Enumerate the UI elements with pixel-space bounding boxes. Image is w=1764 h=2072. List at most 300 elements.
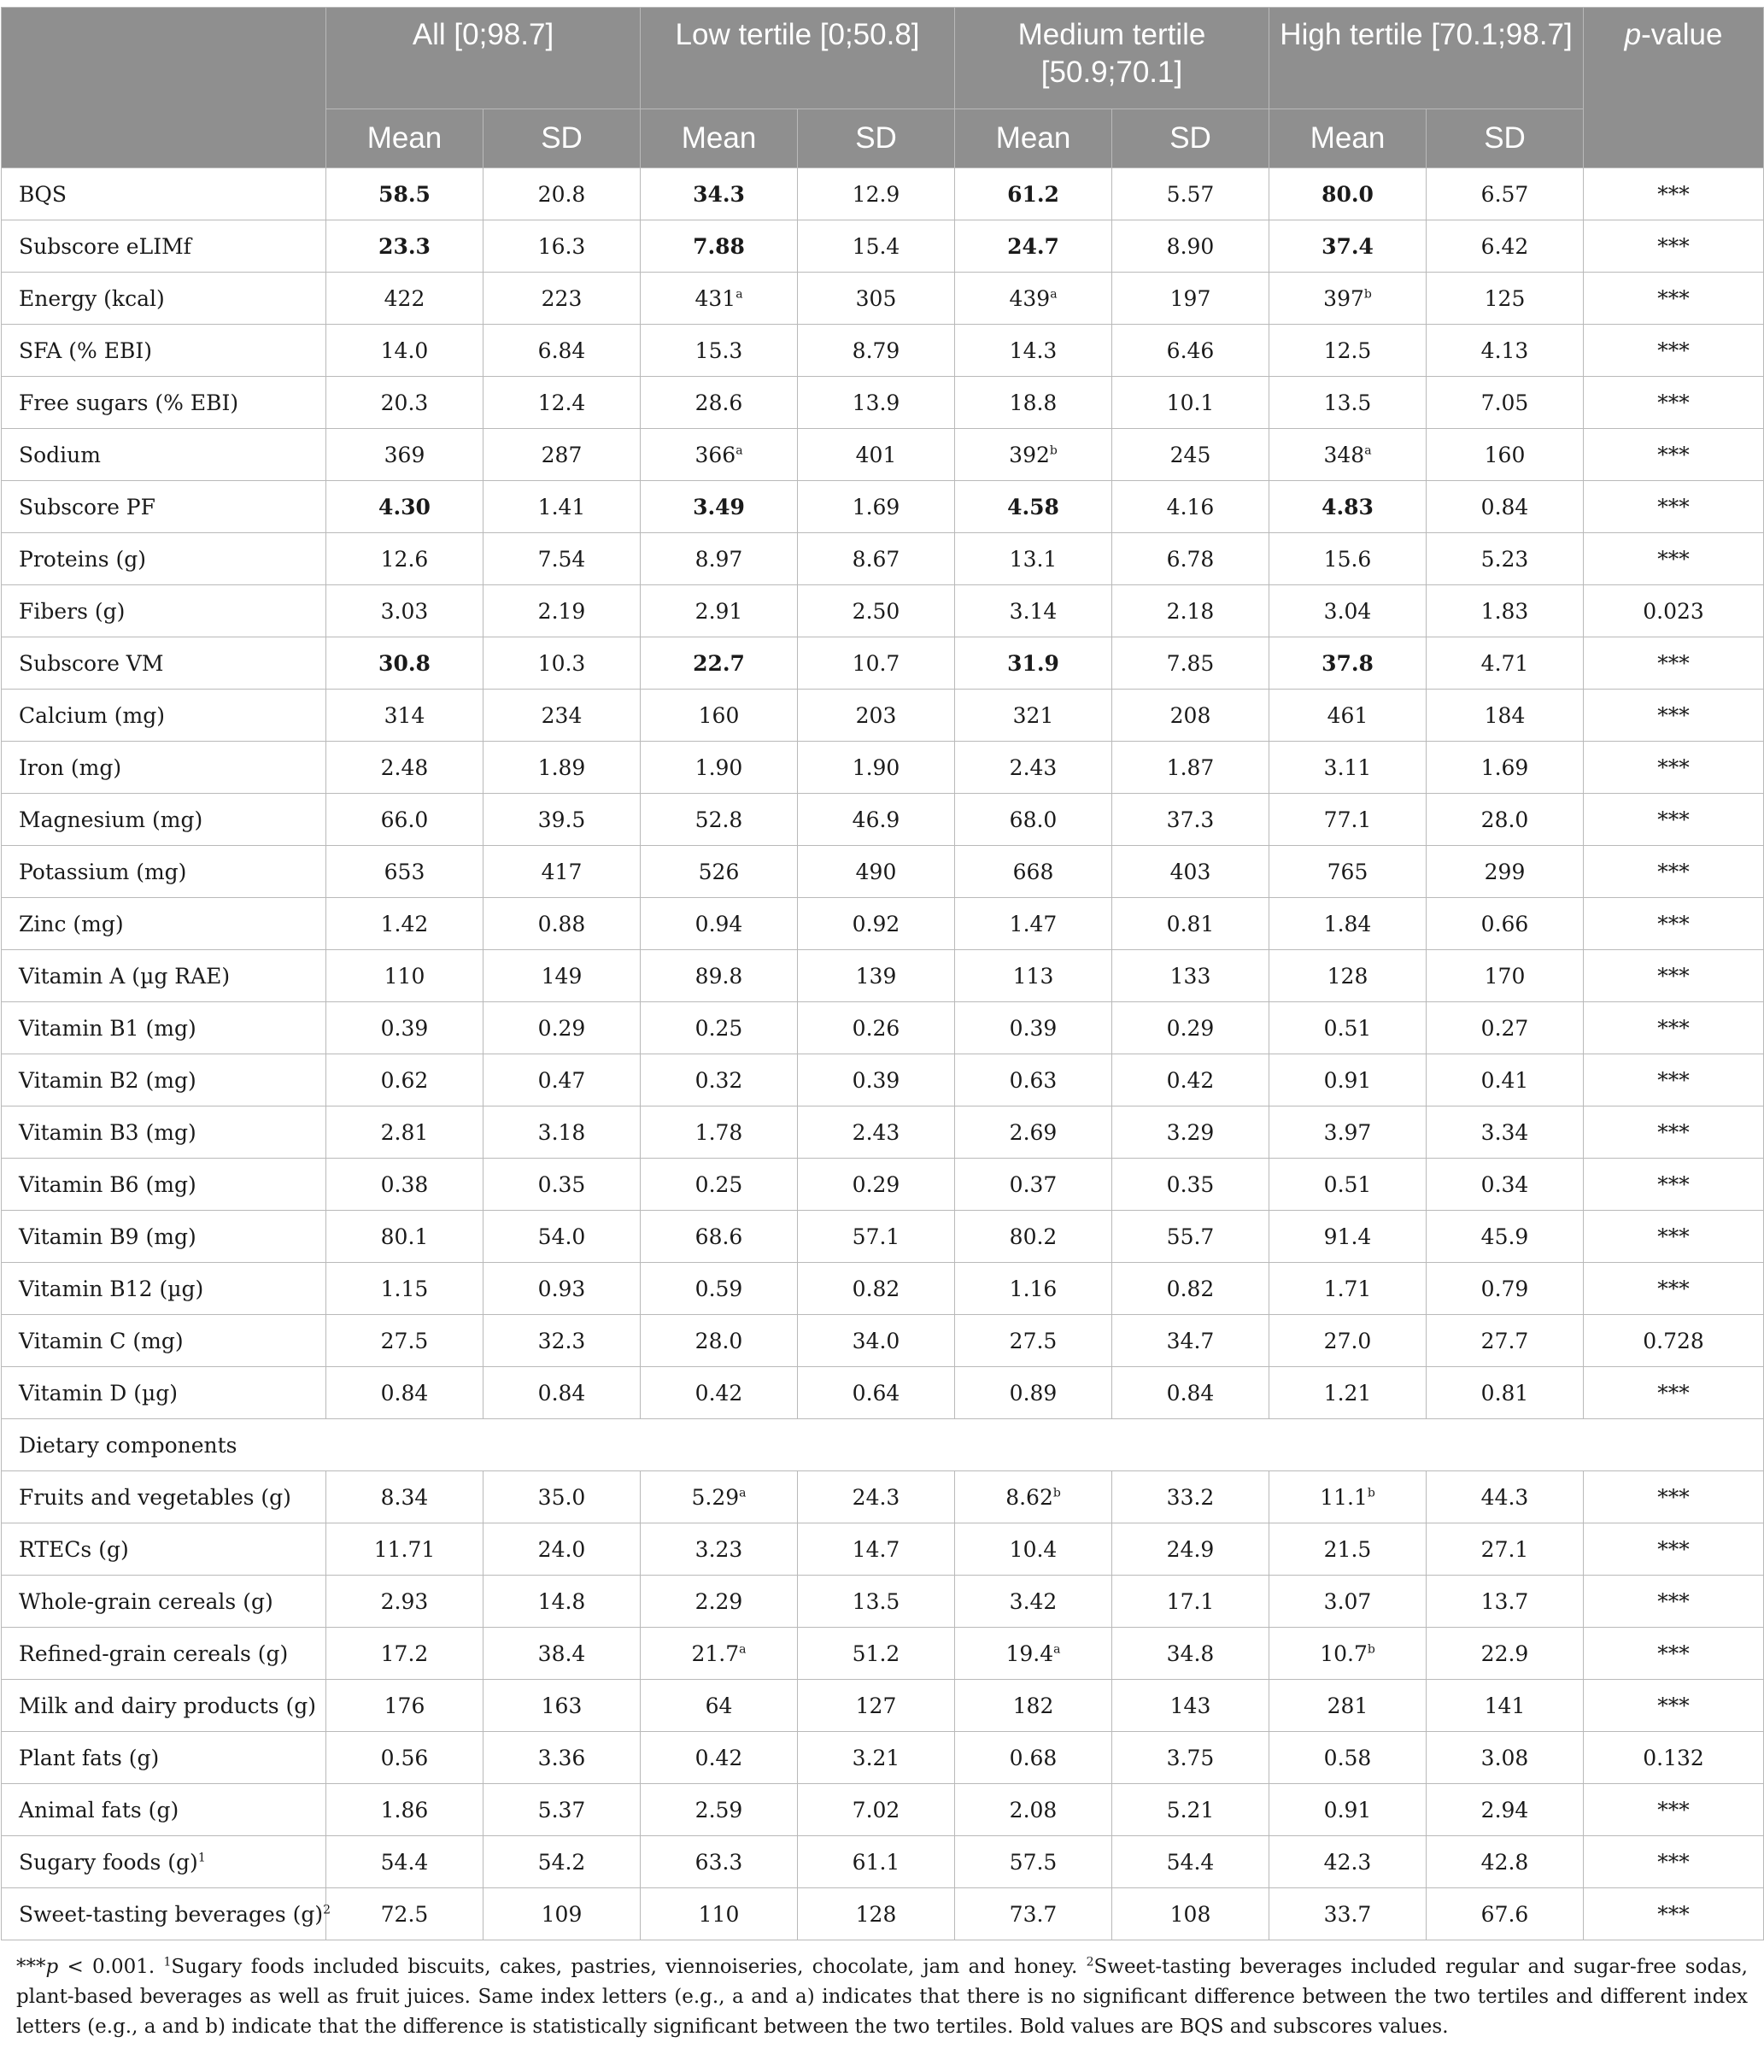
sd-cell: 133: [1112, 950, 1269, 1002]
sd-cell: 34.7: [1112, 1315, 1269, 1367]
sd-cell: 32.3: [483, 1315, 641, 1367]
sd-cell: 28.0: [1427, 794, 1584, 846]
mean-cell: 281: [1269, 1680, 1427, 1732]
sd-cell: 1.89: [483, 742, 641, 794]
row-label: Refined-grain cereals (g): [2, 1628, 326, 1680]
table-row: [2, 273, 1764, 325]
mean-cell: 28.0: [641, 1315, 798, 1367]
mean-cell: 52.8: [641, 794, 798, 846]
row-label: Energy (kcal): [2, 273, 326, 325]
sd-cell: 24.0: [483, 1523, 641, 1576]
sd-cell: 149: [483, 950, 641, 1002]
sd-cell: 1.69: [798, 481, 955, 533]
mean-cell: 27.5: [326, 1315, 483, 1367]
sd-cell: 7.05: [1427, 377, 1584, 429]
table-row: [2, 1367, 1764, 1419]
mean-cell: 3.49: [641, 481, 798, 533]
mean-cell: 63.3: [641, 1836, 798, 1888]
sd-cell: 12.9: [798, 168, 955, 220]
mean-cell: 21.5: [1269, 1523, 1427, 1576]
mean-cell: 3.04: [1269, 585, 1427, 637]
sd-cell: 24.3: [798, 1471, 955, 1523]
table-row: [2, 585, 1764, 637]
pvalue-cell: ***: [1584, 1784, 1764, 1836]
sd-cell: 34.0: [798, 1315, 955, 1367]
mean-cell: 5.29$^a$: [641, 1471, 798, 1523]
row-label: Animal fats (g): [2, 1784, 326, 1836]
row-label: Vitamin B9 (mg): [2, 1211, 326, 1263]
sd-cell: 54.0: [483, 1211, 641, 1263]
mean-cell: 54.4: [326, 1836, 483, 1888]
sd-cell: 67.6: [1427, 1888, 1584, 1940]
header-mean: Mean: [1269, 109, 1427, 168]
table-row: [2, 1836, 1764, 1888]
sd-cell: 1.87: [1112, 742, 1269, 794]
pvalue-cell: ***: [1584, 1002, 1764, 1054]
sd-cell: 0.34: [1427, 1159, 1584, 1211]
mean-cell: 80.2: [955, 1211, 1112, 1263]
sd-cell: 14.8: [483, 1576, 641, 1628]
sd-cell: 0.29: [1112, 1002, 1269, 1054]
mean-cell: 176: [326, 1680, 483, 1732]
mean-cell: 4.83: [1269, 481, 1427, 533]
pvalue-cell: ***: [1584, 481, 1764, 533]
mean-cell: 66.0: [326, 794, 483, 846]
row-label: Free sugars (% EBI): [2, 377, 326, 429]
row-label: Potassium (mg): [2, 846, 326, 898]
mean-cell: 3.42: [955, 1576, 1112, 1628]
sd-cell: 0.29: [483, 1002, 641, 1054]
sd-cell: 5.37: [483, 1784, 641, 1836]
table-row: [2, 1471, 1764, 1523]
sd-cell: 0.26: [798, 1002, 955, 1054]
mean-cell: 2.91: [641, 585, 798, 637]
sd-cell: 0.93: [483, 1263, 641, 1315]
sd-cell: 5.21: [1112, 1784, 1269, 1836]
sd-cell: 24.9: [1112, 1523, 1269, 1576]
row-label: Vitamin B6 (mg): [2, 1159, 326, 1211]
sd-cell: 3.36: [483, 1732, 641, 1784]
mean-cell: 0.39: [326, 1002, 483, 1054]
mean-cell: 0.89: [955, 1367, 1112, 1419]
sd-cell: 2.19: [483, 585, 641, 637]
sd-cell: 13.5: [798, 1576, 955, 1628]
table-row: [2, 168, 1764, 220]
sd-cell: 234: [483, 690, 641, 742]
sd-cell: 128: [798, 1888, 955, 1940]
pvalue-cell: ***: [1584, 1263, 1764, 1315]
row-label: Proteins (g): [2, 533, 326, 585]
pvalue-cell: ***: [1584, 533, 1764, 585]
sd-cell: 0.64: [798, 1367, 955, 1419]
sd-cell: 4.71: [1427, 637, 1584, 690]
pvalue-cell: ***: [1584, 273, 1764, 325]
mean-cell: 0.58: [1269, 1732, 1427, 1784]
sd-cell: 34.8: [1112, 1628, 1269, 1680]
mean-cell: 314: [326, 690, 483, 742]
sd-cell: 0.47: [483, 1054, 641, 1106]
sd-cell: 0.35: [483, 1159, 641, 1211]
mean-cell: 1.71: [1269, 1263, 1427, 1315]
pvalue-cell: 0.132: [1584, 1732, 1764, 1784]
sd-cell: 37.3: [1112, 794, 1269, 846]
mean-cell: 0.68: [955, 1732, 1112, 1784]
mean-cell: 13.1: [955, 533, 1112, 585]
sd-cell: 203: [798, 690, 955, 742]
mean-cell: 113: [955, 950, 1112, 1002]
mean-cell: 23.3: [326, 220, 483, 273]
row-label: Vitamin A (µg RAE): [2, 950, 326, 1002]
mean-cell: 0.91: [1269, 1054, 1427, 1106]
sd-cell: 0.81: [1112, 898, 1269, 950]
mean-cell: 1.90: [641, 742, 798, 794]
mean-cell: 24.7: [955, 220, 1112, 273]
table-row: [2, 1628, 1764, 1680]
table-row: [2, 846, 1764, 898]
sd-cell: 57.1: [798, 1211, 955, 1263]
mean-cell: 1.16: [955, 1263, 1112, 1315]
mean-cell: 366$^a$: [641, 429, 798, 481]
sd-cell: 17.1: [1112, 1576, 1269, 1628]
sd-cell: 44.3: [1427, 1471, 1584, 1523]
sd-cell: 8.67: [798, 533, 955, 585]
mean-cell: 0.37: [955, 1159, 1112, 1211]
table-row: [2, 950, 1764, 1002]
table-row: [2, 742, 1764, 794]
mean-cell: 0.59: [641, 1263, 798, 1315]
row-label: Zinc (mg): [2, 898, 326, 950]
table-row: [2, 690, 1764, 742]
sd-cell: 6.78: [1112, 533, 1269, 585]
sd-cell: 54.4: [1112, 1836, 1269, 1888]
mean-cell: 30.8: [326, 637, 483, 690]
header-sd: SD: [798, 109, 955, 168]
sd-cell: 20.8: [483, 168, 641, 220]
row-label: Iron (mg): [2, 742, 326, 794]
mean-cell: 0.25: [641, 1159, 798, 1211]
sd-cell: 143: [1112, 1680, 1269, 1732]
sd-cell: 108: [1112, 1888, 1269, 1940]
pvalue-cell: ***: [1584, 220, 1764, 273]
sd-cell: 141: [1427, 1680, 1584, 1732]
mean-cell: 31.9: [955, 637, 1112, 690]
table-section-row: [2, 1419, 1764, 1471]
sd-cell: 0.82: [1112, 1263, 1269, 1315]
mean-cell: 77.1: [1269, 794, 1427, 846]
row-label: Plant fats (g): [2, 1732, 326, 1784]
pvalue-cell: ***: [1584, 690, 1764, 742]
mean-cell: 7.88: [641, 220, 798, 273]
sd-cell: 0.92: [798, 898, 955, 950]
mean-cell: 64: [641, 1680, 798, 1732]
mean-cell: 1.86: [326, 1784, 483, 1836]
mean-cell: 8.97: [641, 533, 798, 585]
sd-cell: 2.50: [798, 585, 955, 637]
mean-cell: 1.15: [326, 1263, 483, 1315]
sd-cell: 163: [483, 1680, 641, 1732]
mean-cell: 1.42: [326, 898, 483, 950]
sd-cell: 45.9: [1427, 1211, 1584, 1263]
header-sd: SD: [1112, 109, 1269, 168]
mean-cell: 0.25: [641, 1002, 798, 1054]
mean-cell: 422: [326, 273, 483, 325]
mean-cell: 369: [326, 429, 483, 481]
sd-cell: 16.3: [483, 220, 641, 273]
mean-cell: 0.38: [326, 1159, 483, 1211]
table-row: [2, 1002, 1764, 1054]
mean-cell: 3.07: [1269, 1576, 1427, 1628]
row-label: Subscore eLIMf: [2, 220, 326, 273]
pvalue-cell: ***: [1584, 637, 1764, 690]
mean-cell: 3.97: [1269, 1106, 1427, 1159]
mean-cell: 57.5: [955, 1836, 1112, 1888]
sd-cell: 184: [1427, 690, 1584, 742]
mean-cell: 2.29: [641, 1576, 798, 1628]
mean-cell: 4.58: [955, 481, 1112, 533]
sd-cell: 0.81: [1427, 1367, 1584, 1419]
table-row: [2, 794, 1764, 846]
mean-cell: 68.6: [641, 1211, 798, 1263]
mean-cell: 20.3: [326, 377, 483, 429]
table-row: [2, 481, 1764, 533]
mean-cell: 0.39: [955, 1002, 1112, 1054]
pvalue-cell: ***: [1584, 1106, 1764, 1159]
mean-cell: 58.5: [326, 168, 483, 220]
table-row: [2, 1315, 1764, 1367]
pvalue-cell: ***: [1584, 1836, 1764, 1888]
header-group-medium: Medium tertile [50.9;70.1]: [955, 8, 1269, 109]
mean-cell: 2.59: [641, 1784, 798, 1836]
sd-cell: 0.39: [798, 1054, 955, 1106]
sd-cell: 245: [1112, 429, 1269, 481]
sd-cell: 8.90: [1112, 220, 1269, 273]
header-corner: [2, 8, 326, 168]
mean-cell: 439$^a$: [955, 273, 1112, 325]
pvalue-cell: ***: [1584, 794, 1764, 846]
sd-cell: 12.4: [483, 377, 641, 429]
pvalue-cell: 0.728: [1584, 1315, 1764, 1367]
table-row: [2, 533, 1764, 585]
table-row: [2, 1576, 1764, 1628]
mean-cell: 668: [955, 846, 1112, 898]
pvalue-cell: ***: [1584, 1888, 1764, 1940]
mean-cell: 8.62$^b$: [955, 1471, 1112, 1523]
sd-cell: 54.2: [483, 1836, 641, 1888]
mean-cell: 1.21: [1269, 1367, 1427, 1419]
table-row: [2, 637, 1764, 690]
mean-cell: 110: [326, 950, 483, 1002]
sd-cell: 14.7: [798, 1523, 955, 1576]
sd-cell: 0.82: [798, 1263, 955, 1315]
sd-cell: 3.08: [1427, 1732, 1584, 1784]
mean-cell: 14.0: [326, 325, 483, 377]
mean-cell: 22.7: [641, 637, 798, 690]
sd-cell: 46.9: [798, 794, 955, 846]
header-group-all: All [0;98.7]: [326, 8, 641, 109]
mean-cell: 765: [1269, 846, 1427, 898]
pvalue-cell: ***: [1584, 1628, 1764, 1680]
mean-cell: 8.34: [326, 1471, 483, 1523]
table-row: [2, 1106, 1764, 1159]
row-label: Vitamin D (µg): [2, 1367, 326, 1419]
mean-cell: 2.93: [326, 1576, 483, 1628]
sd-cell: 490: [798, 846, 955, 898]
mean-cell: 91.4: [1269, 1211, 1427, 1263]
mean-cell: 0.51: [1269, 1002, 1427, 1054]
mean-cell: 321: [955, 690, 1112, 742]
sd-cell: 305: [798, 273, 955, 325]
mean-cell: 431$^a$: [641, 273, 798, 325]
row-label: RTECs (g): [2, 1523, 326, 1576]
pvalue-cell: ***: [1584, 950, 1764, 1002]
sd-cell: 0.42: [1112, 1054, 1269, 1106]
row-label: SFA (% EBI): [2, 325, 326, 377]
table-row: [2, 1263, 1764, 1315]
pvalue-cell: ***: [1584, 1211, 1764, 1263]
sd-cell: 1.41: [483, 481, 641, 533]
row-label: Milk and dairy products (g): [2, 1680, 326, 1732]
mean-cell: 68.0: [955, 794, 1112, 846]
sd-cell: 6.84: [483, 325, 641, 377]
table-row: [2, 898, 1764, 950]
sd-cell: 15.4: [798, 220, 955, 273]
sd-cell: 8.79: [798, 325, 955, 377]
mean-cell: 10.4: [955, 1523, 1112, 1576]
row-label: Vitamin C (mg): [2, 1315, 326, 1367]
sd-cell: 55.7: [1112, 1211, 1269, 1263]
mean-cell: 15.3: [641, 325, 798, 377]
mean-cell: 3.23: [641, 1523, 798, 1576]
sd-cell: 10.7: [798, 637, 955, 690]
pvalue-cell: ***: [1584, 168, 1764, 220]
mean-cell: 37.4: [1269, 220, 1427, 273]
mean-cell: 0.62: [326, 1054, 483, 1106]
sd-cell: 3.18: [483, 1106, 641, 1159]
pvalue-cell: ***: [1584, 846, 1764, 898]
row-label: Vitamin B2 (mg): [2, 1054, 326, 1106]
pvalue-cell: ***: [1584, 1576, 1764, 1628]
mean-cell: 461: [1269, 690, 1427, 742]
table-row: [2, 325, 1764, 377]
sd-cell: 22.9: [1427, 1628, 1584, 1680]
sd-cell: 197: [1112, 273, 1269, 325]
table-row: [2, 1054, 1764, 1106]
mean-cell: 128: [1269, 950, 1427, 1002]
mean-cell: 0.84: [326, 1367, 483, 1419]
sd-cell: 42.8: [1427, 1836, 1584, 1888]
mean-cell: 73.7: [955, 1888, 1112, 1940]
sd-cell: 287: [483, 429, 641, 481]
sd-cell: 0.41: [1427, 1054, 1584, 1106]
sd-cell: 139: [798, 950, 955, 1002]
pvalue-cell: ***: [1584, 1054, 1764, 1106]
sd-cell: 0.79: [1427, 1263, 1584, 1315]
table-row: [2, 1523, 1764, 1576]
pvalue-cell: ***: [1584, 377, 1764, 429]
mean-cell: 2.43: [955, 742, 1112, 794]
table-row: [2, 1159, 1764, 1211]
header-mean: Mean: [955, 109, 1112, 168]
mean-cell: 3.14: [955, 585, 1112, 637]
sd-cell: 27.1: [1427, 1523, 1584, 1576]
row-label: Sodium: [2, 429, 326, 481]
pvalue-cell: ***: [1584, 1367, 1764, 1419]
sd-cell: 3.34: [1427, 1106, 1584, 1159]
sd-cell: 5.23: [1427, 533, 1584, 585]
sd-cell: 1.69: [1427, 742, 1584, 794]
sd-cell: 33.2: [1112, 1471, 1269, 1523]
nutrition-table: [1, 7, 1764, 1940]
sd-cell: 10.3: [483, 637, 641, 690]
mean-cell: 0.42: [641, 1732, 798, 1784]
pvalue-cell: ***: [1584, 898, 1764, 950]
mean-cell: 0.63: [955, 1054, 1112, 1106]
row-label: Vitamin B12 (µg): [2, 1263, 326, 1315]
mean-cell: 4.30: [326, 481, 483, 533]
mean-cell: 37.8: [1269, 637, 1427, 690]
mean-cell: 27.5: [955, 1315, 1112, 1367]
mean-cell: 19.4$^a$: [955, 1628, 1112, 1680]
sd-cell: 0.66: [1427, 898, 1584, 950]
mean-cell: 14.3: [955, 325, 1112, 377]
mean-cell: 89.8: [641, 950, 798, 1002]
row-label: Calcium (mg): [2, 690, 326, 742]
header-group-low: Low tertile [0;50.8]: [641, 8, 955, 109]
mean-cell: 61.2: [955, 168, 1112, 220]
table-row: [2, 1680, 1764, 1732]
mean-cell: 21.7$^a$: [641, 1628, 798, 1680]
mean-cell: 653: [326, 846, 483, 898]
mean-cell: 397$^b$: [1269, 273, 1427, 325]
mean-cell: 0.42: [641, 1367, 798, 1419]
row-label: Sugary foods $(g)^1$: [2, 1836, 326, 1888]
sd-cell: 170: [1427, 950, 1584, 1002]
sd-cell: 51.2: [798, 1628, 955, 1680]
table-row: [2, 429, 1764, 481]
mean-cell: 1.78: [641, 1106, 798, 1159]
mean-cell: 160: [641, 690, 798, 742]
table-row: [2, 1888, 1764, 1940]
mean-cell: 11.1$^b$: [1269, 1471, 1427, 1523]
sd-cell: 7.85: [1112, 637, 1269, 690]
mean-cell: 12.6: [326, 533, 483, 585]
mean-cell: 0.91: [1269, 1784, 1427, 1836]
row-label: Fibers (g): [2, 585, 326, 637]
sd-cell: 109: [483, 1888, 641, 1940]
mean-cell: 3.11: [1269, 742, 1427, 794]
mean-cell: 10.7$^b$: [1269, 1628, 1427, 1680]
sd-cell: 127: [798, 1680, 955, 1732]
sd-cell: 5.57: [1112, 168, 1269, 220]
sd-cell: 61.1: [798, 1836, 955, 1888]
sd-cell: 2.43: [798, 1106, 955, 1159]
sd-cell: 160: [1427, 429, 1584, 481]
mean-cell: 110: [641, 1888, 798, 1940]
table-figure: [0, 7, 1764, 2042]
row-label: Vitamin B1 (mg): [2, 1002, 326, 1054]
header-sd: SD: [483, 109, 641, 168]
sd-cell: 1.90: [798, 742, 955, 794]
sd-cell: 4.13: [1427, 325, 1584, 377]
sd-cell: 223: [483, 273, 641, 325]
mean-cell: 17.2: [326, 1628, 483, 1680]
sd-cell: 0.84: [1112, 1367, 1269, 1419]
pvalue-cell: ***: [1584, 429, 1764, 481]
row-label: Vitamin B3 (mg): [2, 1106, 326, 1159]
mean-cell: 1.47: [955, 898, 1112, 950]
row-label: BQS: [2, 168, 326, 220]
sd-cell: 2.18: [1112, 585, 1269, 637]
